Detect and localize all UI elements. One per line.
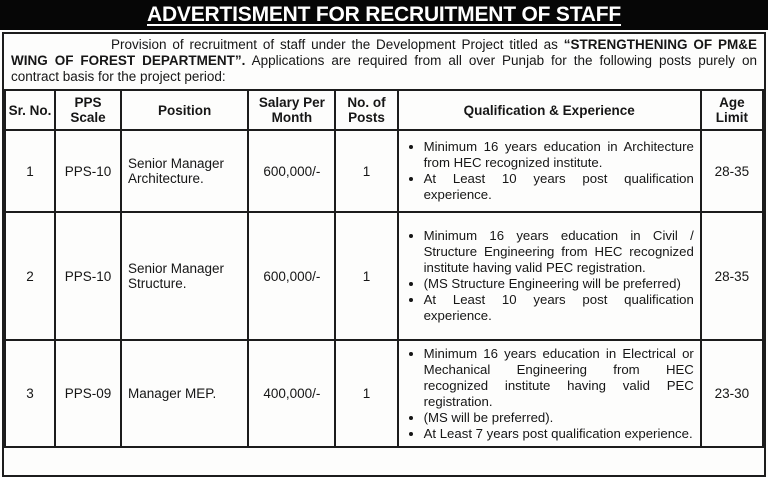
qualification-item: • At Least 10 years post qualification experience. — [424, 171, 696, 203]
qualification-list — [401, 346, 696, 442]
content-box — [2, 32, 766, 477]
header-pps-scale: PPS Scale — [55, 90, 121, 130]
cell-position: Manager MEP. — [121, 340, 248, 447]
intro-text-bold: “STRENGTHENING OF PM&E WING OF FOREST DEPARTMENT”. — [11, 37, 757, 68]
cell-salary: 600,000/- — [248, 130, 335, 212]
qualification-item: • Minimum 16 years education in Architecture from HEC recognized institute. — [424, 139, 696, 171]
cell-sr-no: 2 — [5, 212, 55, 340]
cell-sr-no: 1 — [5, 130, 55, 212]
cell-qualification — [398, 130, 701, 212]
table-header-row — [5, 90, 763, 130]
cell-position: Senior Manager Structure. — [121, 212, 248, 340]
header-salary: Salary Per Month — [248, 90, 335, 130]
qualification-list — [401, 228, 696, 324]
table-row — [5, 340, 763, 447]
cell-qualification — [398, 212, 701, 340]
cell-pps-scale: PPS-09 — [55, 340, 121, 447]
page-title: ADVERTISMENT FOR RECRUITMENT OF STAFF — [146, 3, 622, 26]
cell-posts: 1 — [335, 130, 397, 212]
cell-posts: 1 — [335, 340, 397, 447]
qualification-item: • Minimum 16 years education in Civil / Structure Engineering from HEC recognized institute having valid PEC registration. — [424, 228, 696, 276]
qualification-list — [401, 139, 696, 203]
header-age-limit: Age Limit — [701, 90, 763, 130]
cell-salary: 400,000/- — [248, 340, 335, 447]
cell-age-limit: 28-35 — [701, 130, 763, 212]
qualification-item: • At Least 10 years post qualification experience. — [424, 292, 696, 324]
intro-paragraph — [11, 37, 757, 85]
qualification-item: • Minimum 16 years education in Electrical or Mechanical Engineering from HEC recognized institute having valid PEC registration. — [424, 346, 696, 410]
qualification-item: • (MS Structure Engineering will be preferred) — [424, 276, 696, 292]
cell-posts: 1 — [335, 212, 397, 340]
intro-text-suffix: Applications are required from all over Punjab for the following posts purely on contract basis for the project period: — [11, 53, 757, 84]
cell-age-limit: 23-30 — [701, 340, 763, 447]
cell-pps-scale: PPS-10 — [55, 130, 121, 212]
header-qualification: Qualification & Experience — [398, 90, 701, 130]
header-posts: No. of Posts — [335, 90, 397, 130]
header-position: Position — [121, 90, 248, 130]
cell-age-limit: 28-35 — [701, 212, 763, 340]
qualification-item: • (MS will be preferred). — [424, 410, 696, 426]
table-row — [5, 212, 763, 340]
recruitment-table — [4, 89, 764, 448]
cell-qualification — [398, 340, 701, 447]
cell-sr-no: 3 — [5, 340, 55, 447]
table-row — [5, 130, 763, 212]
cell-salary: 600,000/- — [248, 212, 335, 340]
cell-position: Senior Manager Architecture. — [121, 130, 248, 212]
title-bar — [0, 0, 768, 30]
cell-pps-scale: PPS-10 — [55, 212, 121, 340]
qualification-item: • At Least 7 years post qualification experience. — [424, 426, 696, 442]
intro-text-prefix: Provision of recruitment of staff under the Development Project titled as — [111, 37, 564, 52]
header-sr-no: Sr. No. — [5, 90, 55, 130]
